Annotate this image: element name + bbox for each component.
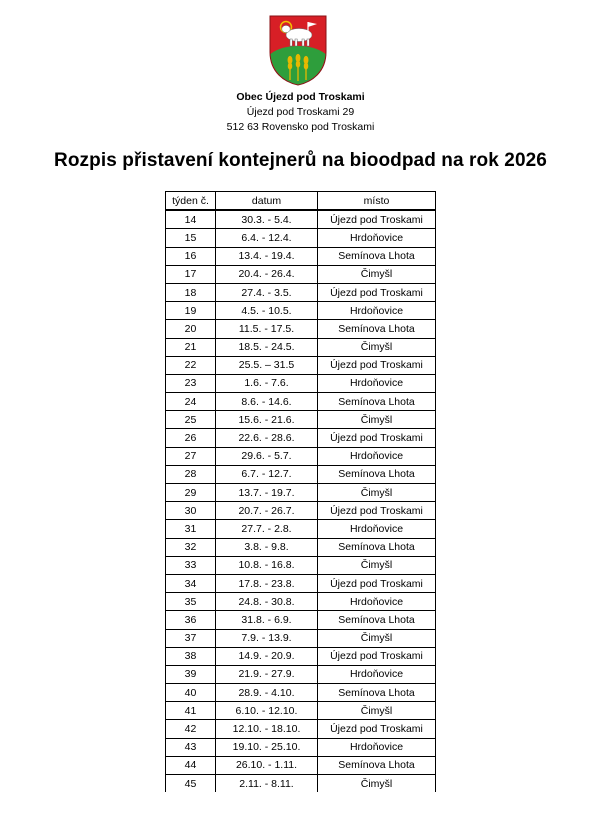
table-row: [166, 411, 436, 429]
place-cell: Újezd pod Troskami: [318, 283, 436, 301]
date-cell: 7.9. - 13.9.: [216, 629, 318, 647]
table-row: [166, 356, 436, 374]
table-row: [166, 556, 436, 574]
table-row: [166, 465, 436, 483]
week-cell: 39: [166, 665, 216, 683]
table-row: [166, 229, 436, 247]
date-cell: 18.5. - 24.5.: [216, 338, 318, 356]
week-cell: 25: [166, 411, 216, 429]
date-cell: 11.5. - 17.5.: [216, 320, 318, 338]
week-cell: 40: [166, 684, 216, 702]
week-cell: 20: [166, 320, 216, 338]
week-cell: 43: [166, 738, 216, 756]
place-cell: Újezd pod Troskami: [318, 720, 436, 738]
date-cell: 20.4. - 26.4.: [216, 265, 318, 283]
date-cell: 14.9. - 20.9.: [216, 647, 318, 665]
date-cell: 24.8. - 30.8.: [216, 593, 318, 611]
place-cell: Čimyšl: [318, 411, 436, 429]
week-cell: 22: [166, 356, 216, 374]
date-cell: 6.7. - 12.7.: [216, 465, 318, 483]
table-row: [166, 720, 436, 738]
date-cell: 12.10. - 18.10.: [216, 720, 318, 738]
address-block: [0, 90, 601, 135]
week-cell: 33: [166, 556, 216, 574]
table-row: [166, 210, 436, 229]
date-cell: 30.3. - 5.4.: [216, 210, 318, 229]
place-cell: Hrdoňovice: [318, 738, 436, 756]
date-cell: 1.6. - 7.6.: [216, 374, 318, 392]
week-cell: 44: [166, 756, 216, 774]
table-row: [166, 702, 436, 720]
week-cell: 23: [166, 374, 216, 392]
week-cell: 26: [166, 429, 216, 447]
week-cell: 31: [166, 520, 216, 538]
coat-of-arms: [268, 14, 328, 86]
date-cell: 20.7. - 26.7.: [216, 502, 318, 520]
week-cell: 34: [166, 574, 216, 592]
coat-of-arms-lamb-wheat-icon: [268, 14, 328, 86]
place-cell: Čimyšl: [318, 265, 436, 283]
place-cell: Čimyšl: [318, 338, 436, 356]
date-cell: 31.8. - 6.9.: [216, 611, 318, 629]
date-cell: 10.8. - 16.8.: [216, 556, 318, 574]
date-cell: 21.9. - 27.9.: [216, 665, 318, 683]
week-cell: 45: [166, 775, 216, 793]
table-row: [166, 574, 436, 592]
table-row: [166, 520, 436, 538]
place-cell: Hrdoňovice: [318, 593, 436, 611]
week-cell: 28: [166, 465, 216, 483]
place-cell: Hrdoňovice: [318, 447, 436, 465]
table-row: [166, 647, 436, 665]
date-cell: 28.9. - 4.10.: [216, 684, 318, 702]
date-cell: 26.10. - 1.11.: [216, 756, 318, 774]
date-cell: 22.6. - 28.6.: [216, 429, 318, 447]
week-cell: 19: [166, 302, 216, 320]
street-address: Újezd pod Troskami 29: [246, 106, 355, 118]
postal-address: 512 63 Rovensko pod Troskami: [226, 121, 375, 133]
table-row: [166, 320, 436, 338]
table-row: [166, 447, 436, 465]
week-cell: 21: [166, 338, 216, 356]
place-cell: Újezd pod Troskami: [318, 574, 436, 592]
table-row: [166, 665, 436, 683]
place-cell: Semínova Lhota: [318, 320, 436, 338]
table-row: [166, 775, 436, 793]
table-row: [166, 484, 436, 502]
date-cell: 2.11. - 8.11.: [216, 775, 318, 793]
week-cell: 36: [166, 611, 216, 629]
table-row: [166, 393, 436, 411]
week-cell: 38: [166, 647, 216, 665]
schedule-table-body: [166, 210, 436, 792]
week-cell: 42: [166, 720, 216, 738]
week-cell: 35: [166, 593, 216, 611]
place-cell: Semínova Lhota: [318, 465, 436, 483]
table-row: [166, 338, 436, 356]
document-title: Rozpis přistavení kontejnerů na bioodpad na rok 2026: [54, 150, 547, 171]
place-cell: Hrdoňovice: [318, 520, 436, 538]
date-cell: 27.7. - 2.8.: [216, 520, 318, 538]
table-row: [166, 429, 436, 447]
week-cell: 29: [166, 484, 216, 502]
table-row: [166, 283, 436, 301]
table-row: [166, 374, 436, 392]
place-cell: Semínova Lhota: [318, 611, 436, 629]
week-cell: 30: [166, 502, 216, 520]
table-row: [166, 265, 436, 283]
week-cell: 17: [166, 265, 216, 283]
date-cell: 25.5. – 31.5: [216, 356, 318, 374]
place-cell: Hrdoňovice: [318, 229, 436, 247]
place-cell: Újezd pod Troskami: [318, 356, 436, 374]
table-row: [166, 538, 436, 556]
place-cell: Újezd pod Troskami: [318, 502, 436, 520]
table-row: [166, 629, 436, 647]
table-row: [166, 502, 436, 520]
place-cell: Hrdoňovice: [318, 665, 436, 683]
place-cell: Hrdoňovice: [318, 302, 436, 320]
date-cell: 3.8. - 9.8.: [216, 538, 318, 556]
table-row: [166, 738, 436, 756]
place-cell: Semínova Lhota: [318, 393, 436, 411]
place-cell: Čimyšl: [318, 556, 436, 574]
date-cell: 4.5. - 10.5.: [216, 302, 318, 320]
column-header-week: týden č.: [166, 192, 216, 211]
table-row: [166, 247, 436, 265]
place-cell: Semínova Lhota: [318, 247, 436, 265]
week-cell: 27: [166, 447, 216, 465]
date-cell: 6.4. - 12.4.: [216, 229, 318, 247]
date-cell: 6.10. - 12.10.: [216, 702, 318, 720]
place-cell: Semínova Lhota: [318, 684, 436, 702]
place-cell: Čimyšl: [318, 484, 436, 502]
place-cell: Čimyšl: [318, 702, 436, 720]
week-cell: 18: [166, 283, 216, 301]
table-row: [166, 756, 436, 774]
date-cell: 27.4. - 3.5.: [216, 283, 318, 301]
week-cell: 14: [166, 210, 216, 229]
table-row: [166, 593, 436, 611]
place-cell: Čimyšl: [318, 629, 436, 647]
place-cell: Čimyšl: [318, 775, 436, 793]
date-cell: 19.10. - 25.10.: [216, 738, 318, 756]
place-cell: Újezd pod Troskami: [318, 210, 436, 229]
week-cell: 24: [166, 393, 216, 411]
municipality-name: Obec Újezd pod Troskami: [236, 91, 365, 103]
table-row: [166, 611, 436, 629]
place-cell: Hrdoňovice: [318, 374, 436, 392]
date-cell: 29.6. - 5.7.: [216, 447, 318, 465]
table-row: [166, 302, 436, 320]
place-cell: Semínova Lhota: [318, 756, 436, 774]
week-cell: 16: [166, 247, 216, 265]
week-cell: 32: [166, 538, 216, 556]
date-cell: 13.4. - 19.4.: [216, 247, 318, 265]
table-header-row: [166, 192, 436, 211]
place-cell: Újezd pod Troskami: [318, 647, 436, 665]
date-cell: 15.6. - 21.6.: [216, 411, 318, 429]
place-cell: Semínova Lhota: [318, 538, 436, 556]
date-cell: 17.8. - 23.8.: [216, 574, 318, 592]
week-cell: 15: [166, 229, 216, 247]
place-cell: Újezd pod Troskami: [318, 429, 436, 447]
schedule-table: [165, 191, 436, 792]
column-header-place: místo: [318, 192, 436, 211]
week-cell: 37: [166, 629, 216, 647]
week-cell: 41: [166, 702, 216, 720]
date-cell: 13.7. - 19.7.: [216, 484, 318, 502]
table-row: [166, 684, 436, 702]
column-header-date: datum: [216, 192, 318, 211]
date-cell: 8.6. - 14.6.: [216, 393, 318, 411]
